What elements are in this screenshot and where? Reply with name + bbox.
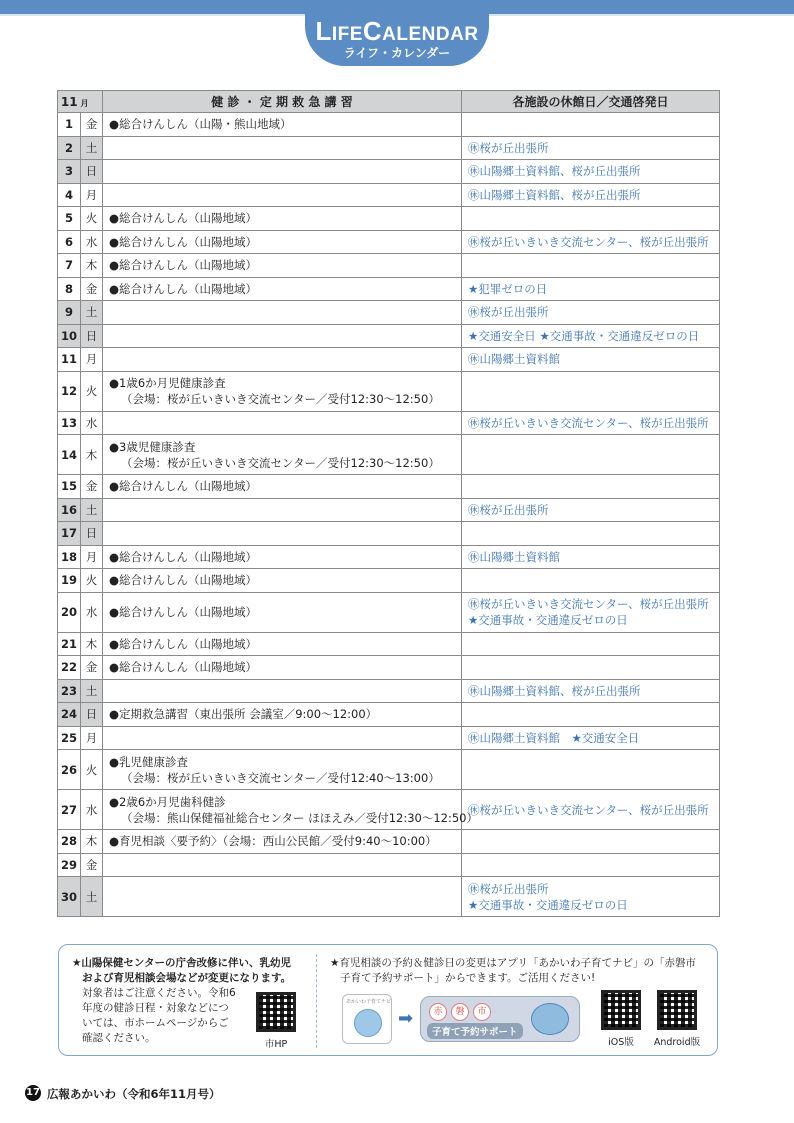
row-health-events [103, 230, 462, 254]
mascot-icon [354, 1009, 382, 1037]
closure-notice-line: ㊡山陽郷土資料館 [468, 549, 560, 564]
banner-name: 子育て予約サポート [427, 1023, 523, 1039]
closure-notice-line: ㊡桜が丘いきいき交流センター、桜が丘出張所 [468, 597, 709, 611]
closure-notice-line: ㊡山陽郷土資料館、桜が丘出張所 [468, 683, 641, 698]
closure-notice-line: ㊡山陽郷土資料館、桜が丘出張所 [468, 187, 641, 202]
calendar-row [58, 877, 720, 917]
row-date: 5 [58, 207, 81, 231]
row-health-events [103, 498, 462, 522]
row-weekday: 水 [81, 230, 103, 254]
closure-notice-line: ㊡山陽郷土資料館 [468, 352, 560, 367]
row-weekday: 日 [81, 703, 103, 727]
calendar-row [58, 411, 720, 435]
calendar-row [58, 750, 720, 790]
row-closure-notices [462, 569, 720, 593]
row-date: 9 [58, 301, 81, 325]
closure-notice-line: ㊡桜が丘出張所 [468, 502, 549, 517]
closure-notice-line: ★交通事故・交通違反ゼロの日 [468, 897, 628, 912]
closure-notice-line: ㊡桜が丘いきいき交流センター、桜が丘出張所 [468, 802, 709, 817]
row-health-events [103, 545, 462, 569]
city-hp-qr-caption: 市HP [264, 1039, 288, 1050]
health-event-line: ●総合けんしん（山陽地域） [109, 281, 258, 296]
row-health-events [103, 656, 462, 680]
calendar-row [58, 853, 720, 877]
row-date: 12 [58, 371, 81, 411]
app-notice-line2: 子育て予約サポート」からできます。ご活用ください! [340, 972, 596, 984]
row-health-events [103, 679, 462, 703]
month-unit-header: 月 [81, 91, 103, 113]
health-event-line: ●総合けんしん（山陽地域） [109, 211, 258, 226]
closure-notice-line: ㊡桜が丘いきいき交流センター、桜が丘出張所 [468, 415, 709, 430]
row-date: 13 [58, 411, 81, 435]
renovation-notice-line1: ★山陽保健センターの庁舎改修に伴い、乳幼児 [72, 957, 291, 969]
row-weekday: 月 [81, 726, 103, 750]
calendar-row [58, 301, 720, 325]
row-weekday: 金 [81, 113, 103, 137]
logo-subtitle: ライフ・カレンダー [343, 46, 451, 60]
row-weekday: 火 [81, 750, 103, 790]
row-health-events [103, 113, 462, 137]
row-weekday: 水 [81, 790, 103, 830]
row-weekday: 火 [81, 569, 103, 593]
row-weekday: 木 [81, 632, 103, 656]
closure-notice-line: ★犯罪ゼロの日 [468, 281, 548, 296]
calendar-row [58, 113, 720, 137]
row-closure-notices [462, 877, 720, 917]
row-date: 2 [58, 136, 81, 160]
row-weekday: 金 [81, 853, 103, 877]
row-health-events [103, 569, 462, 593]
notice-column-header: 各施設の休館日／交通啓発日 [462, 91, 720, 113]
health-event-line: ●総合けんしん（山陽地域） [109, 660, 258, 675]
mascot-creature-icon [531, 1003, 569, 1035]
row-closure-notices [462, 750, 720, 790]
calendar-row [58, 545, 720, 569]
calendar-row [58, 160, 720, 184]
closure-notice-line: ㊡桜が丘いきいき交流センター、桜が丘出張所 [468, 234, 709, 249]
publication-title: 広報あかいわ（令和6年11月号） [47, 1087, 221, 1101]
row-weekday: 月 [81, 183, 103, 207]
renovation-notice-line5: いては、市ホームページからご [82, 1017, 229, 1029]
banner-char-1: 赤 [429, 1003, 447, 1021]
closure-notice-line: ㊡桜が丘出張所 [468, 305, 549, 320]
calendar-row [58, 726, 720, 750]
renovation-notice-line4: 年度の健診日程・対象などにつ [82, 1002, 229, 1014]
row-health-events [103, 207, 462, 231]
row-health-events [103, 750, 462, 790]
row-date: 10 [58, 324, 81, 348]
row-date: 7 [58, 254, 81, 278]
row-weekday: 木 [81, 435, 103, 475]
row-closure-notices [462, 435, 720, 475]
calendar-row [58, 569, 720, 593]
calendar-row [58, 230, 720, 254]
row-health-events [103, 830, 462, 854]
row-date: 18 [58, 545, 81, 569]
row-closure-notices [462, 160, 720, 184]
row-closure-notices [462, 522, 720, 546]
row-health-events [103, 475, 462, 499]
row-closure-notices [462, 853, 720, 877]
row-weekday: 日 [81, 324, 103, 348]
renovation-notice-line6: 確認ください。 [82, 1032, 156, 1044]
health-event-line: ●総合けんしん（山陽地域） [109, 234, 258, 249]
health-event-line: （会場：桜が丘いきいき交流センター／受付12:30〜12:50） [121, 392, 440, 406]
app-notice [330, 956, 710, 986]
row-date: 27 [58, 790, 81, 830]
row-date: 1 [58, 113, 81, 137]
row-date: 22 [58, 656, 81, 680]
row-date: 16 [58, 498, 81, 522]
row-date: 4 [58, 183, 81, 207]
row-weekday: 土 [81, 498, 103, 522]
row-health-events [103, 324, 462, 348]
row-closure-notices [462, 656, 720, 680]
health-event-line: ●3歳児健康診査 [109, 439, 196, 454]
row-closure-notices [462, 726, 720, 750]
health-event-line: ●総合けんしん（山陽・熊山地域） [109, 117, 292, 132]
row-date: 14 [58, 435, 81, 475]
health-event-line: ●総合けんしん（山陽地域） [109, 258, 258, 273]
row-date: 30 [58, 877, 81, 917]
info-box-divider [316, 954, 317, 1048]
row-weekday: 月 [81, 348, 103, 372]
ios-qr-code[interactable] [601, 990, 641, 1030]
calendar-row [58, 136, 720, 160]
row-health-events [103, 435, 462, 475]
closure-notice-line: ㊡桜が丘出張所 [468, 881, 549, 896]
row-health-events [103, 790, 478, 830]
row-date: 23 [58, 679, 81, 703]
row-date: 15 [58, 475, 81, 499]
closure-notice-line: ★交通事故・交通違反ゼロの日 [468, 613, 628, 627]
row-date: 28 [58, 830, 81, 854]
row-health-events [103, 592, 462, 632]
health-event-line: ●総合けんしん（山陽地域） [109, 549, 258, 564]
row-closure-notices [462, 703, 720, 727]
row-weekday: 木 [81, 830, 103, 854]
row-health-events [103, 301, 462, 325]
row-date: 17 [58, 522, 81, 546]
health-event-line: ●育児相談〈要予約〉（会場：西山公民館／受付9:40〜10:00） [109, 834, 437, 849]
row-health-events [103, 877, 462, 917]
row-closure-notices [462, 324, 720, 348]
row-health-events [103, 371, 462, 411]
android-qr-caption: Android版 [653, 1037, 701, 1048]
row-closure-notices [462, 230, 720, 254]
row-closure-notices [462, 475, 720, 499]
app-icon-label: あかいわ子育てナビ [346, 999, 392, 1005]
row-health-events [103, 277, 462, 301]
app-icon [342, 994, 392, 1044]
row-closure-notices [462, 592, 720, 632]
row-date: 21 [58, 632, 81, 656]
row-date: 11 [58, 348, 81, 372]
row-date: 3 [58, 160, 81, 184]
row-weekday: 土 [81, 679, 103, 703]
row-date: 24 [58, 703, 81, 727]
health-event-line: ●1歳6か月児健康診査 [109, 376, 226, 390]
row-date: 25 [58, 726, 81, 750]
health-event-line: ●定期救急講習（東出張所 会議室／9:00〜12:00） [109, 707, 378, 722]
row-health-events [103, 411, 462, 435]
row-closure-notices [462, 830, 720, 854]
health-event-line: ●乳児健康診査 [109, 754, 189, 769]
row-closure-notices [462, 183, 720, 207]
page-number-badge: 17 [25, 1085, 41, 1101]
renovation-notice-line3: 対象者はご注意ください。令和6 [82, 987, 236, 999]
calendar-row [58, 830, 720, 854]
row-weekday: 木 [81, 254, 103, 278]
calendar-row [58, 324, 720, 348]
calendar-row [58, 348, 720, 372]
row-weekday: 金 [81, 656, 103, 680]
row-weekday: 水 [81, 592, 103, 632]
row-date: 19 [58, 569, 81, 593]
row-closure-notices [462, 790, 720, 830]
row-weekday: 土 [81, 301, 103, 325]
calendar-row [58, 183, 720, 207]
calendar-row [58, 632, 720, 656]
row-weekday: 金 [81, 277, 103, 301]
calendar-row [58, 371, 720, 411]
calendar-row [58, 592, 720, 632]
calendar-row [58, 435, 720, 475]
calendar-table [57, 90, 720, 917]
banner-char-3: 市 [473, 1003, 491, 1021]
row-closure-notices [462, 371, 720, 411]
renovation-notice-line2: および育児相談会場などが変更になります。 [82, 972, 292, 984]
closure-notice-line: ★交通安全日 ★交通事故・交通違反ゼロの日 [468, 328, 700, 343]
closure-notice-line: ㊡桜が丘出張所 [468, 140, 549, 155]
health-event-line: ●総合けんしん（山陽地域） [109, 636, 258, 651]
app-notice-line1: ★育児相談の予約＆健診日の変更はアプリ「あかいわ子育てナビ」の「赤磐市 [330, 957, 696, 969]
row-weekday: 火 [81, 207, 103, 231]
row-weekday: 日 [81, 160, 103, 184]
health-event-line: ●2歳6か月児歯科健診 [109, 794, 226, 809]
row-health-events [103, 254, 462, 278]
row-weekday: 月 [81, 545, 103, 569]
row-date: 26 [58, 750, 81, 790]
row-closure-notices [462, 277, 720, 301]
table-header-row [58, 91, 720, 113]
row-closure-notices [462, 498, 720, 522]
row-date: 8 [58, 277, 81, 301]
row-date: 20 [58, 592, 81, 632]
health-event-line: ●総合けんしん（山陽地域） [109, 573, 258, 588]
row-closure-notices [462, 301, 720, 325]
row-closure-notices [462, 348, 720, 372]
calendar-row [58, 656, 720, 680]
row-closure-notices [462, 679, 720, 703]
calendar-row [58, 679, 720, 703]
row-weekday: 水 [81, 411, 103, 435]
row-closure-notices [462, 136, 720, 160]
city-hp-qr-code[interactable] [256, 992, 296, 1032]
row-health-events [103, 632, 462, 656]
health-column-header: 健 診 ・ 定 期 救 急 講 習 [103, 91, 462, 113]
row-closure-notices [462, 632, 720, 656]
row-health-events [103, 160, 462, 184]
calendar-row [58, 277, 720, 301]
health-event-line: ●総合けんしん（山陽地域） [109, 605, 258, 619]
calendar-row [58, 498, 720, 522]
row-weekday: 金 [81, 475, 103, 499]
row-weekday: 日 [81, 522, 103, 546]
row-weekday: 土 [81, 877, 103, 917]
row-weekday: 土 [81, 136, 103, 160]
row-closure-notices [462, 411, 720, 435]
row-health-events [103, 348, 462, 372]
closure-notice-line: ㊡山陽郷土資料館 ★交通安全日 [468, 730, 640, 745]
health-event-line: （会場：熊山保健福祉総合センター ほほえみ／受付12:30〜12:50） [121, 810, 478, 825]
calendar-row [58, 207, 720, 231]
health-event-line: （会場：桜が丘いきいき交流センター／受付12:40〜13:00） [121, 770, 440, 785]
row-health-events [103, 703, 462, 727]
banner-char-2: 磐 [451, 1003, 469, 1021]
calendar-row [58, 254, 720, 278]
calendar-row [58, 475, 720, 499]
row-health-events [103, 726, 462, 750]
row-health-events [103, 183, 462, 207]
row-health-events [103, 136, 462, 160]
row-closure-notices [462, 254, 720, 278]
row-closure-notices [462, 545, 720, 569]
calendar-row [58, 522, 720, 546]
android-qr-code[interactable] [657, 990, 697, 1030]
life-calendar-logo: LIFECALENDAR [315, 16, 479, 46]
row-date: 29 [58, 853, 81, 877]
calendar-row [58, 790, 720, 830]
ios-qr-caption: iOS版 [608, 1037, 634, 1048]
row-closure-notices [462, 207, 720, 231]
calendar-body [58, 113, 720, 917]
calendar-row [58, 703, 720, 727]
row-health-events [103, 522, 462, 546]
row-weekday: 火 [81, 371, 103, 411]
health-event-line: ●総合けんしん（山陽地域） [109, 479, 258, 494]
health-event-line: （会場：桜が丘いきいき交流センター／受付12:30〜12:50） [121, 455, 440, 470]
row-health-events [103, 853, 462, 877]
reservation-support-banner [420, 996, 580, 1042]
row-date: 6 [58, 230, 81, 254]
closure-notice-line: ㊡山陽郷土資料館、桜が丘出張所 [468, 164, 641, 179]
row-closure-notices [462, 113, 720, 137]
month-header: 11 [58, 91, 81, 113]
arrow-right-icon: ➡ [398, 1008, 414, 1029]
